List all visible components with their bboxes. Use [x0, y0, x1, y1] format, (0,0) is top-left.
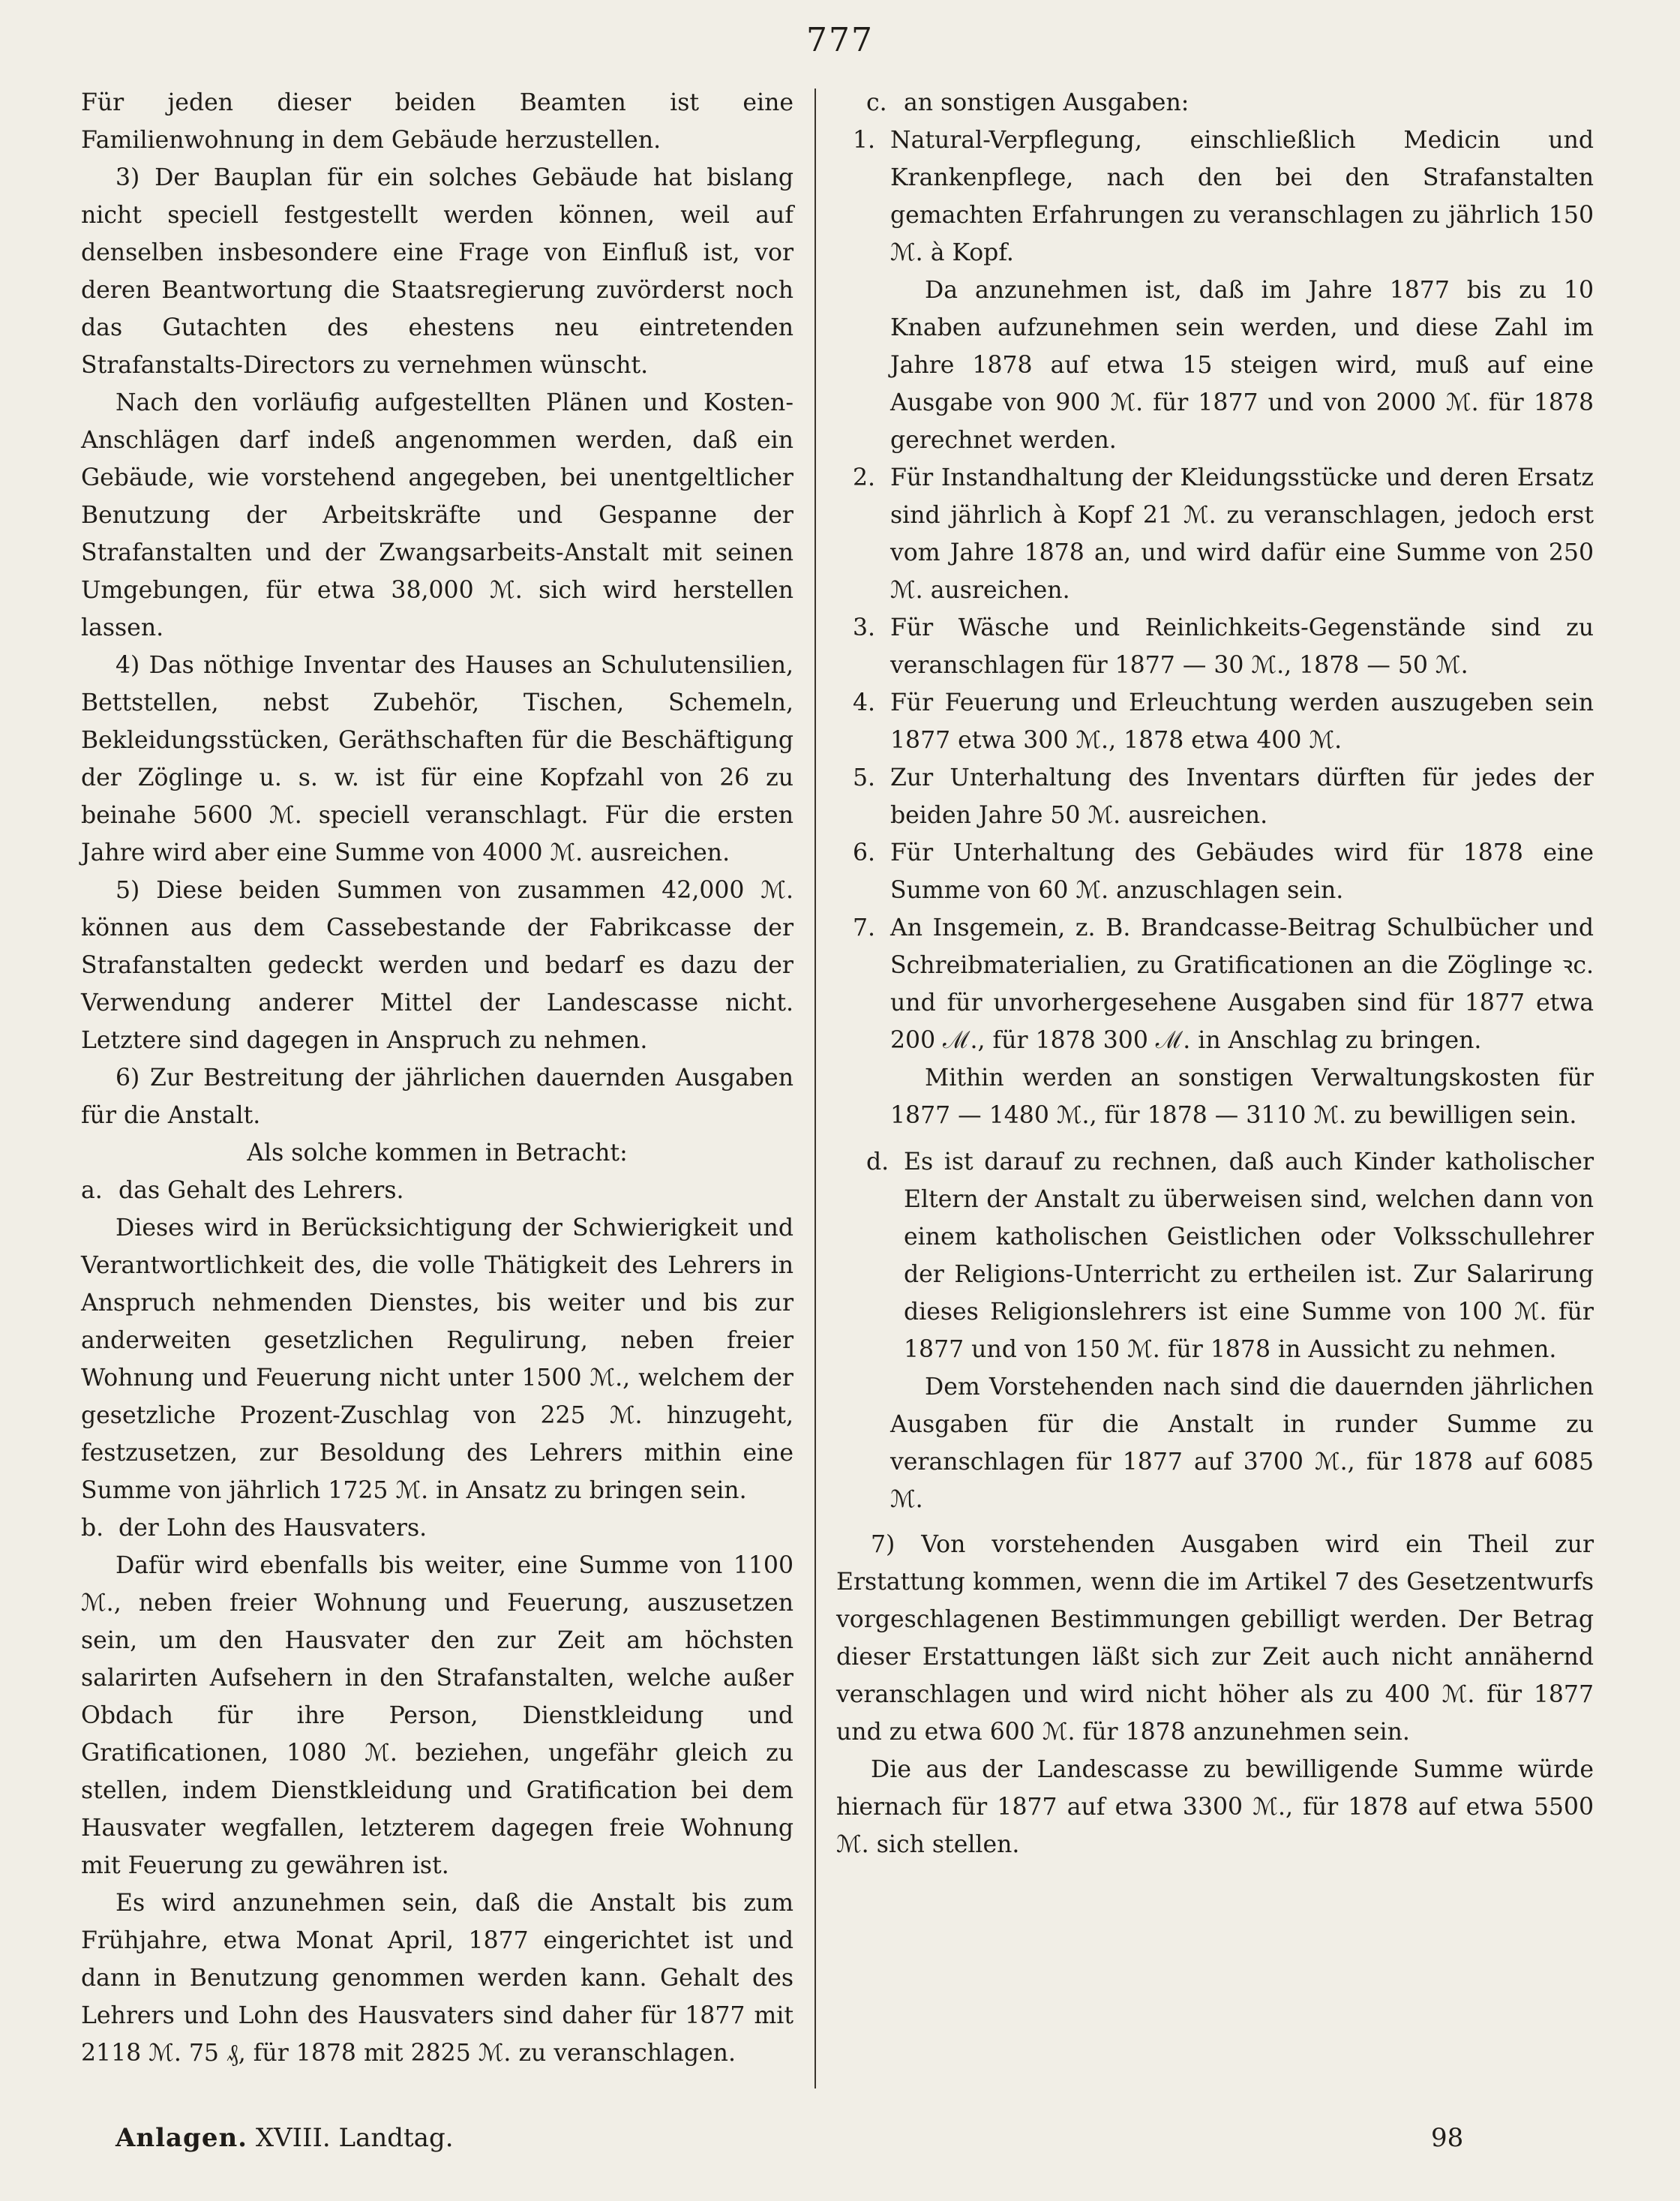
- list-item-number: 3.: [852, 614, 875, 641]
- item-c-marker: c.: [866, 89, 887, 116]
- item-7-note: Mithin werden an sonstigen Verwaltungskosten für 1877 — 1480 ℳ., für 1878 — 3110 ℳ. zu bewilligen sein.: [890, 1064, 1594, 1129]
- list-item-number: 5.: [852, 764, 875, 791]
- paragraph-3-building-plan: 3) Der Bauplan für ein solches Gebäude hat bislang nicht speciell festgestellt werden können, weil auf denselben insbesondere eine Frage von Einfluß ist, vor deren Beantwortung die Staatsregierung zuvörderst noch das Gutachten des ehestens neu eintretenden Strafanstalts-Directors zu vernehmen wünscht.: [81, 164, 794, 379]
- page-number: 777: [806, 21, 874, 59]
- item-a-marker: a.: [81, 1177, 103, 1204]
- paragraph-total-grant: Die aus der Landescasse zu bewilligende Summe würde hiernach für 1877 auf etwa 3300 ℳ., für 1878 auf etwa 5500 ℳ. sich stellen.: [836, 1756, 1594, 1858]
- list-item-number: 7.: [852, 914, 875, 941]
- paragraph-5-funding: 5) Diese beiden Summen von zusammen 42,000 ℳ. können aus dem Cassebestande der Fabrikcasse der Strafanstalten gedeckt werden und bedarf es dazu der Verwendung anderer Mittel der Landescasse nicht. Letztere sind dagegen in Anspruch zu nehmen.: [81, 877, 794, 1054]
- footer-landtag: XVIII. Landtag.: [255, 2123, 454, 2153]
- list-item-text: Für Wäsche und Reinlichkeits-Gegenstände sind zu veranschlagen für 1877 — 30 ℳ., 1878 — 50 ℳ.: [890, 614, 1594, 679]
- item-a-text: Dieses wird in Berücksichtigung der Schwierigkeit und Verantwortlichkeit des, die volle Thätigkeit des Lehrers in Anspruch nehmenden Dienstes, bis weiter und bis zur anderweiten gesetzlichen Regulirung, neben freier Wohnung und Feuerung nicht unter 1500 ℳ., welchem der gesetzliche Prozent-Zuschlag von 225 ℳ. hinzugeht, festzusetzen, zur Besoldung des Lehrers mithin eine Summe von jährlich 1725 ℳ. in Ansatz zu bringen sein.: [81, 1215, 794, 1504]
- list-item-text: Für Instandhaltung der Kleidungsstücke und deren Ersatz sind jährlich à Kopf 21 ℳ. zu veranschlagen, jedoch erst vom Jahre 1878 an, und wird dafür eine Summe von 250 ℳ. ausreichen.: [890, 464, 1594, 604]
- list-item-text: Zur Unterhaltung des Inventars dürften für jedes der beiden Jahre 50 ℳ. ausreichen.: [890, 764, 1594, 829]
- item-d-marker: d.: [866, 1149, 890, 1176]
- footer-bold-label: Anlagen.: [116, 2123, 248, 2153]
- list-item-number: 6.: [852, 839, 875, 866]
- paragraph-considered-items: Als solche kommen in Betracht:: [247, 1140, 628, 1167]
- list-item: [836, 834, 1594, 909]
- list-item-text: Für Unterhaltung des Gebäudes wird für 1878 eine Summe von 60 ℳ. anzuschlagen sein.: [890, 839, 1594, 904]
- list-item: [836, 909, 1594, 1059]
- list-item: [836, 459, 1594, 609]
- paragraph-4-inventory: 4) Das nöthige Inventar des Hauses an Schulutensilien, Bettstellen, nebst Zubehör, Tischen, Schemeln, Bekleidungsstücken, Geräthschaften für die Beschäftigung der Zöglinge u. s. w. ist für eine Kopfzahl von 26 zu beinahe 5600 ℳ. speciell veranschlagt. Für die ersten Jahre wird aber eine Summe von 4000 ℳ. ausreichen.: [81, 652, 794, 866]
- column-divider: [814, 89, 816, 2088]
- item-d: [866, 1143, 1594, 1368]
- list-item: [836, 684, 1594, 759]
- paragraph-family-housing: Für jeden dieser beiden Beamten ist eine Familienwohnung in dem Gebäude herzustellen.: [81, 89, 794, 154]
- footer-sheet-number: 98: [1431, 2123, 1464, 2153]
- item-b-marker: b.: [81, 1515, 104, 1542]
- list-item: [836, 759, 1594, 834]
- list-item-text: Natural-Verpflegung, einschließlich Medicin und Krankenpflege, nach den bei den Strafanstalten gemachten Erfahrungen zu veranschlagen zu jährlich 150 ℳ. à Kopf.: [890, 127, 1594, 266]
- list-item: [836, 609, 1594, 684]
- paragraph-cost-estimate: Nach den vorläufig aufgestellten Plänen und Kosten-Anschlägen darf indeß angenommen werden, daß ein Gebäude, wie vorstehend angegeben, bei unentgeltlicher Benutzung der Arbeitskräfte und Gespanne der Strafanstalten und der Zwangsarbeits-Anstalt mit seinen Umgebungen, für etwa 38,000 ℳ. sich wird herstellen lassen.: [81, 389, 794, 641]
- item-a-heading: [81, 1172, 794, 1209]
- item-d-note: Dem Vorstehenden nach sind die dauernden jährlichen Ausgaben für die Anstalt in runder Summe zu veranschlagen für 1877 auf 3700 ℳ., für 1878 auf 6085 ℳ.: [890, 1374, 1594, 1513]
- paragraph-7-reimbursement: 7) Von vorstehenden Ausgaben wird ein Theil zur Erstattung kommen, wenn die im Artikel 7 des Gesetzentwurfs vorgeschlagenen Bestimmungen gebilligt werden. Der Betrag dieser Erstattungen läßt sich zur Zeit auch nicht annähernd veranschlagen und wird nicht höher als zu 400 ℳ. für 1877 und zu etwa 600 ℳ. für 1878 anzunehmen sein.: [836, 1531, 1594, 1746]
- item-a-label: das Gehalt des Lehrers.: [118, 1177, 404, 1204]
- item-c-heading: [866, 84, 1594, 122]
- item-1-note: Da anzunehmen ist, daß im Jahre 1877 bis zu 10 Knaben aufzunehmen sein werden, und diese Zahl im Jahre 1878 auf etwa 15 steigen wird, muß auf eine Ausgabe von 900 ℳ. für 1877 und von 2000 ℳ. für 1878 gerechnet werden.: [890, 277, 1594, 454]
- list-item: [836, 122, 1594, 272]
- list-item-number: 2.: [852, 464, 875, 491]
- list-item-number: 4.: [852, 689, 875, 716]
- item-b-text: Dafür wird ebenfalls bis weiter, eine Summe von 1100 ℳ., neben freier Wohnung und Feuerung, auszusetzen sein, um den Hausvater den zur Zeit am höchsten salarirten Aufsehern in den Strafanstalten, welche außer Obdach für ihre Person, Dienstkleidung und Gratificationen, 1080 ℳ. beziehen, ungefähr gleich zu stellen, indem Dienstkleidung und Gratification bei dem Hausvater wegfallen, letzterem dagegen freie Wohnung mit Feuerung zu gewähren ist.: [81, 1552, 794, 1879]
- left-column: [81, 84, 794, 2072]
- item-b-heading: [81, 1509, 794, 1547]
- item-c-label: an sonstigen Ausgaben:: [904, 89, 1190, 116]
- paragraph-opening-date: Es wird anzunehmen sein, daß die Anstalt bis zum Frühjahre, etwa Monat April, 1877 eingerichtet ist und dann in Benutzung genommen werden kann. Gehalt des Lehrers und Lohn des Hausvaters sind daher für 1877 mit 2118 ℳ. 75 ₰, für 1878 mit 2825 ℳ. zu veranschlagen.: [81, 1890, 794, 2067]
- paragraph-6-annual-expenses: 6) Zur Bestreitung der jährlichen dauernden Ausgaben für die Anstalt.: [81, 1064, 794, 1129]
- item-d-text: Es ist darauf zu rechnen, daß auch Kinder katholischer Eltern der Anstalt zu überweisen sind, welchen dann von einem katholischen Geistlichen oder Volksschullehrer der Religions-Unterricht zu ertheilen ist. Zur Salarirung dieses Religionslehrers ist eine Summe von 100 ℳ. für 1877 und von 150 ℳ. für 1878 in Aussicht zu nehmen.: [904, 1149, 1594, 1363]
- right-column: [836, 84, 1594, 1863]
- item-b-label: der Lohn des Hausvaters.: [118, 1515, 428, 1542]
- list-item-number: 1.: [852, 127, 875, 154]
- list-item-text: An Insgemein, z. B. Brandcasse-Beitrag Schulbücher und Schreibmaterialien, zu Gratificationen an die Zöglinge ꝛc. und für unvorhergesehene Ausgaben sind für 1877 etwa 200 ℳ., für 1878 300 ℳ. in Anschlag zu bringen.: [890, 914, 1594, 1054]
- footer-signature: [116, 2123, 454, 2153]
- list-item-text: Für Feuerung und Erleuchtung werden auszugeben sein 1877 etwa 300 ℳ., 1878 etwa 400 ℳ.: [890, 689, 1594, 754]
